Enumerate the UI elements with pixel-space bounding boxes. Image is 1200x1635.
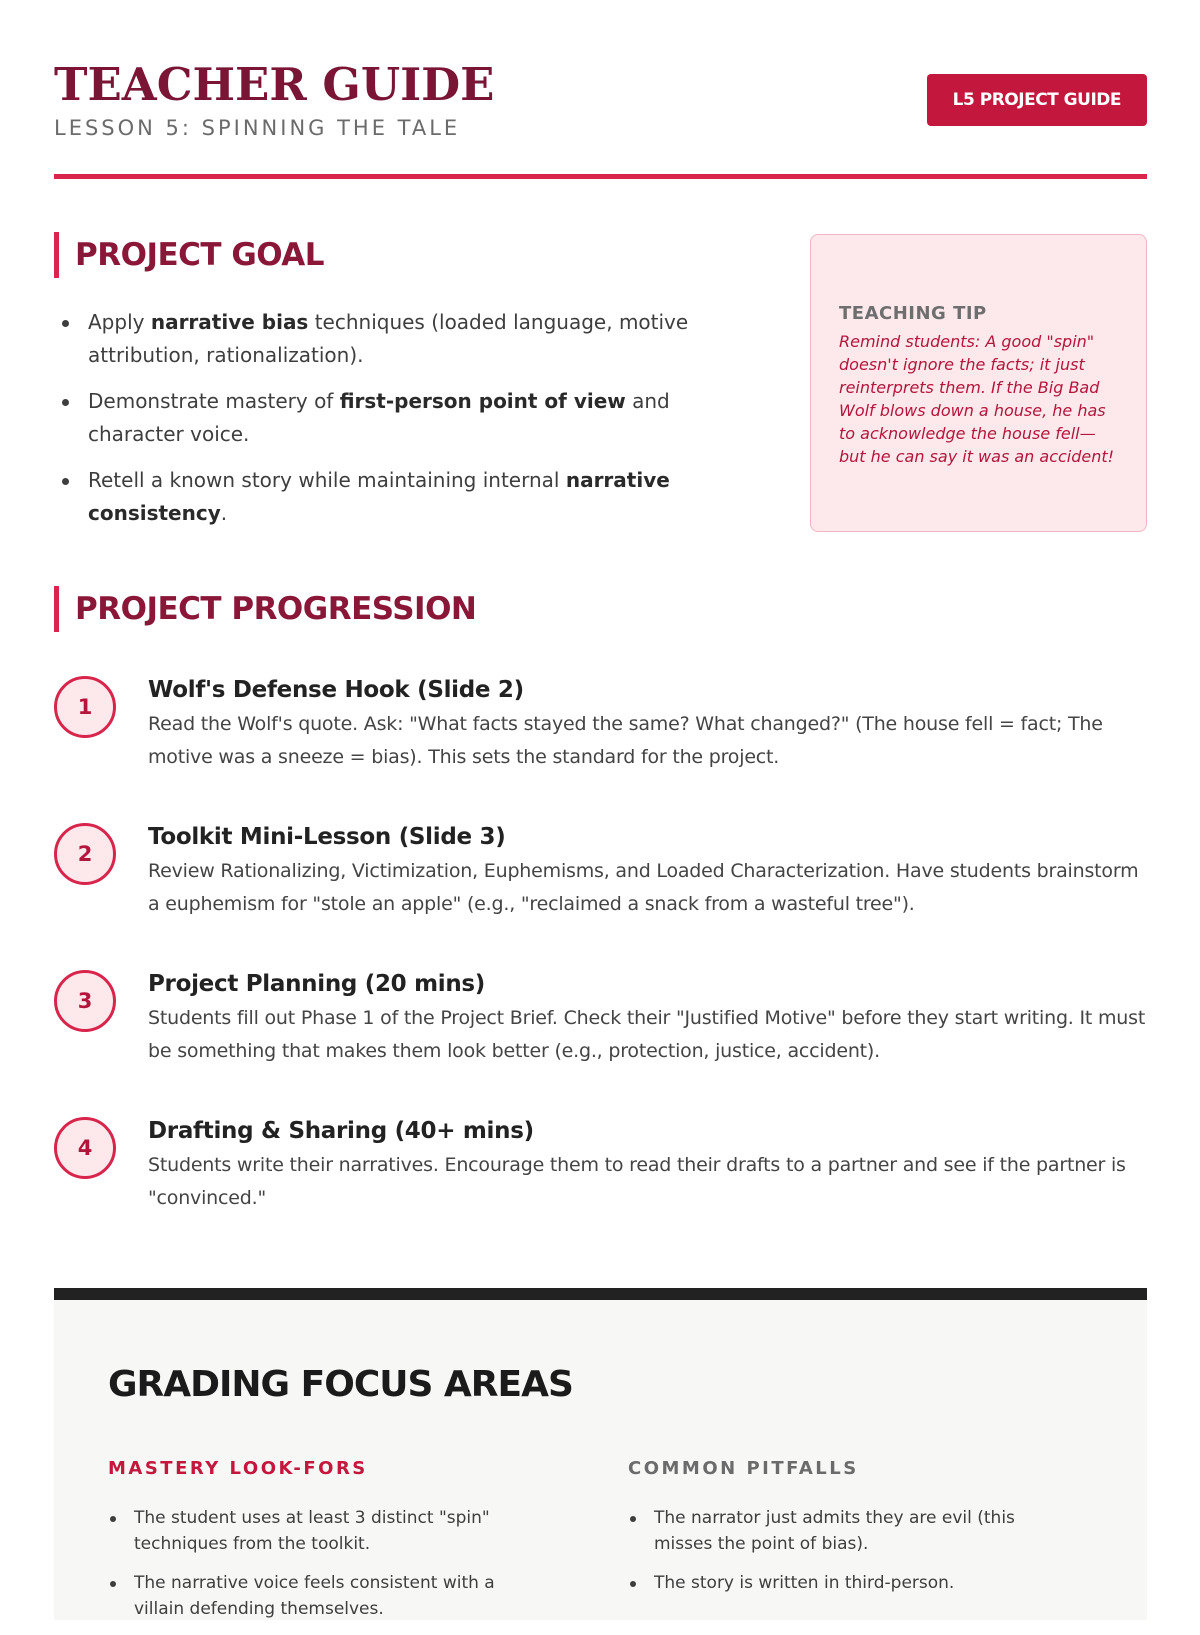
teaching-tip-box — [810, 234, 1147, 532]
step-number: 2 — [54, 823, 116, 885]
header-divider — [54, 174, 1147, 179]
step-title: Toolkit Mini-Lesson (Slide 3) — [148, 824, 506, 850]
progression-step — [54, 1115, 1147, 1262]
mastery-heading: MASTERY LOOK-FORS — [108, 1458, 368, 1479]
step-title: Wolf's Defense Hook (Slide 2) — [148, 677, 524, 703]
pitfall-item: The story is written in third-person. — [628, 1570, 1058, 1596]
progression-step — [54, 674, 1147, 821]
step-number: 3 — [54, 970, 116, 1032]
teaching-tip-text: Remind students: A good "spin" doesn't ignore the facts; it just reinterprets them. If the Big Bad Wolf blows down a house, he has to acknowledge the house fell—but he can say it was an accident! — [839, 332, 1115, 466]
mastery-item: The narrative voice feels consistent with a villain defending themselves. — [108, 1570, 538, 1622]
page-header — [54, 58, 1147, 140]
grading-title: GRADING FOCUS AREAS — [108, 1364, 573, 1405]
progression-step — [54, 968, 1147, 1115]
teaching-tip-title: TEACHING TIP — [839, 303, 987, 324]
project-guide-badge: L5 PROJECT GUIDE — [927, 74, 1147, 126]
goal-list — [60, 306, 720, 543]
step-text: Review Rationalizing, Victimization, Euphemisms, and Loaded Characterization. Have students brainstorm a euphemism for "stole an apple" (e.g., "reclaimed a snack from a wasteful tree"). — [148, 860, 1139, 915]
goal-item: Demonstrate mastery of first-person point of view and character voice. — [60, 385, 720, 451]
step-title: Project Planning (20 mins) — [148, 971, 486, 997]
pitfall-item: The narrator just admits they are evil (this misses the point of bias). — [628, 1505, 1058, 1557]
step-title: Drafting & Sharing (40+ mins) — [148, 1118, 534, 1144]
page-title: TEACHER GUIDE — [54, 58, 495, 111]
pitfalls-column — [628, 1458, 1058, 1609]
mastery-column — [108, 1458, 538, 1635]
step-number: 4 — [54, 1117, 116, 1179]
project-goal-heading: PROJECT GOAL — [54, 232, 324, 278]
lesson-subtitle: LESSON 5: SPINNING THE TALE — [54, 116, 461, 140]
step-text: Read the Wolf's quote. Ask: "What facts stayed the same? What changed?" (The house fell = fact; The motive was a sneeze = bias). This sets the standard for the project. — [148, 713, 1103, 768]
step-text: Students fill out Phase 1 of the Project Brief. Check their "Justified Motive" before they start writing. It must be something that makes them look better (e.g., protection, justice, accident). — [148, 1007, 1146, 1062]
mastery-item: The student uses at least 3 distinct "spin" techniques from the toolkit. — [108, 1505, 538, 1557]
goal-item: Apply narrative bias techniques (loaded language, motive attribution, rationalization). — [60, 306, 720, 372]
goal-item: Retell a known story while maintaining internal narrative consistency. — [60, 464, 720, 530]
progression-step — [54, 821, 1147, 968]
project-progression-heading: PROJECT PROGRESSION — [54, 586, 476, 632]
step-text: Students write their narratives. Encourage them to read their drafts to a partner and see if the partner is "convinced." — [148, 1154, 1126, 1209]
step-number: 1 — [54, 676, 116, 738]
grading-focus-panel — [54, 1288, 1147, 1620]
progression-steps — [54, 674, 1147, 1262]
pitfalls-heading: COMMON PITFALLS — [628, 1458, 859, 1479]
